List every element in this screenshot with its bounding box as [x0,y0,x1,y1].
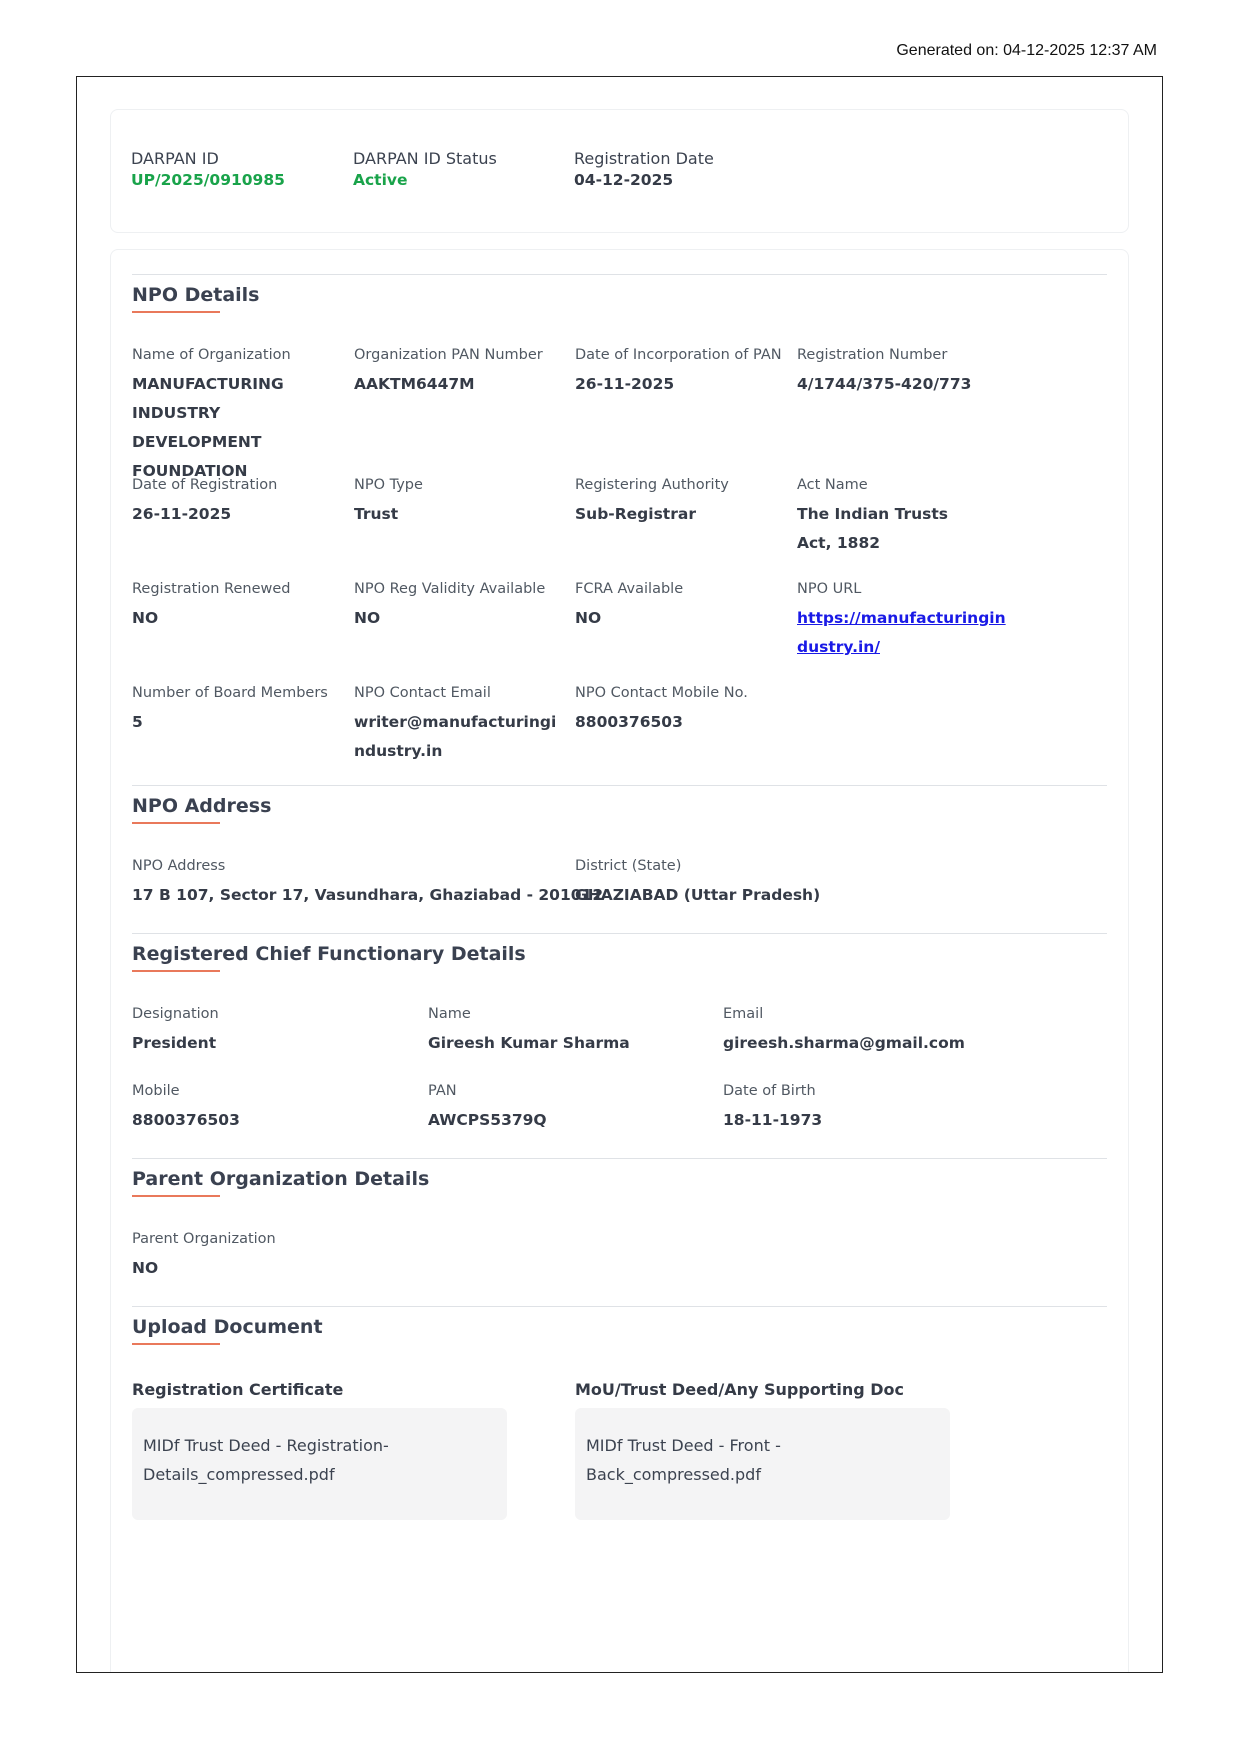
chief-functionary-title: Registered Chief Functionary Details [132,943,538,965]
field-label: Name of Organization [132,347,291,363]
field-label: NPO URL [797,581,862,597]
document-frame [76,76,1163,1673]
district-state-value: GHAZIABAD (Uttar Pradesh) [575,886,821,904]
summary-card [110,109,1129,233]
designation-value: President [132,1034,217,1052]
supporting-doc-heading: MoU/Trust Deed/Any Supporting Doc [575,1380,904,1399]
functionary-email-value: gireesh.sharma@gmail.com [723,1034,965,1052]
pan-number-value: AAKTM6447M [354,375,475,393]
field-label: FCRA Available [575,581,684,597]
registration-certificate-file[interactable] [132,1408,507,1520]
file-name-line: MIDf Trust Deed - Front - [586,1436,781,1455]
file-name-line: MIDf Trust Deed - Registration- [143,1436,389,1455]
field-label: Organization PAN Number [354,347,543,363]
field-label: Date of Incorporation of PAN [575,347,782,363]
field-label: Act Name [797,477,868,493]
fcra-available-value: NO [575,609,602,627]
functionary-dob-value: 18-11-1973 [723,1111,823,1129]
registration-renewed-value: NO [132,609,159,627]
field-label: NPO Reg Validity Available [354,581,546,597]
npo-details-title: NPO Details [132,284,272,306]
field-label: Registration Renewed [132,581,291,597]
field-label: NPO Contact Email [354,685,491,701]
field-label: Date of Birth [723,1083,816,1099]
npo-address-title: NPO Address [132,795,283,817]
contact-email-value: writer@manufacturingindustry.in [354,713,557,760]
upload-document-title: Upload Document [132,1316,335,1338]
registration-date-label: Registration Date [574,149,714,168]
supporting-doc-file[interactable] [575,1408,950,1520]
field-label: Registration Number [797,347,948,363]
registration-number-value: 4/1744/375-420/773 [797,375,972,393]
generated-on-text: Generated on: 04-12-2025 12:37 AM [896,42,1157,59]
parent-org-title: Parent Organization Details [132,1168,441,1190]
details-card [110,249,1129,1673]
field-label: Registering Authority [575,477,729,493]
npo-address-header [132,795,1107,825]
field-label: Date of Registration [132,477,278,493]
board-members-value: 5 [132,713,143,731]
file-name-line: Back_compressed.pdf [586,1465,761,1484]
organization-name-value: MANUFACTURING INDUSTRY DEVELOPMENT FOUNDATION [132,375,284,480]
chief-functionary-header [132,943,1107,973]
field-label: District (State) [575,858,682,874]
darpan-id-label: DARPAN ID [131,149,219,168]
field-label: Parent Organization [132,1231,276,1247]
registering-authority-value: Sub-Registrar [575,505,696,523]
darpan-status-label: DARPAN ID Status [353,149,497,168]
act-name-value: The Indian Trusts Act, 1882 [797,505,949,552]
contact-mobile-value: 8800376503 [575,713,683,731]
field-label: NPO Address [132,858,226,874]
parent-org-header [132,1168,1107,1198]
parent-org-value: NO [132,1259,159,1277]
field-label: Number of Board Members [132,685,328,701]
darpan-status-value: Active [353,171,408,189]
field-label: Mobile [132,1083,180,1099]
field-label: NPO Contact Mobile No. [575,685,748,701]
npo-type-value: Trust [354,505,399,523]
npo-details-header [132,284,1107,314]
reg-validity-value: NO [354,609,381,627]
functionary-pan-value: AWCPS5379Q [428,1111,547,1129]
functionary-mobile-value: 8800376503 [132,1111,240,1129]
field-label: NPO Type [354,477,423,493]
npo-url-link[interactable]: https://manufacturingindustry.in/ [797,609,1006,656]
field-label: Designation [132,1006,219,1022]
registration-certificate-heading: Registration Certificate [132,1380,344,1399]
npo-address-value: 17 B 107, Sector 17, Vasundhara, Ghaziabad - 201012 [132,886,604,904]
upload-document-header [132,1316,1107,1346]
file-name-line: Details_compressed.pdf [143,1465,335,1484]
field-label: Email [723,1006,764,1022]
functionary-name-value: Gireesh Kumar Sharma [428,1034,630,1052]
registration-date-value: 04-12-2025 [574,171,674,189]
date-of-registration-value: 26-11-2025 [132,505,232,523]
field-label: PAN [428,1083,457,1099]
darpan-id-value: UP/2025/0910985 [131,171,285,189]
pan-incorporation-date-value: 26-11-2025 [575,375,675,393]
field-label: Name [428,1006,471,1022]
